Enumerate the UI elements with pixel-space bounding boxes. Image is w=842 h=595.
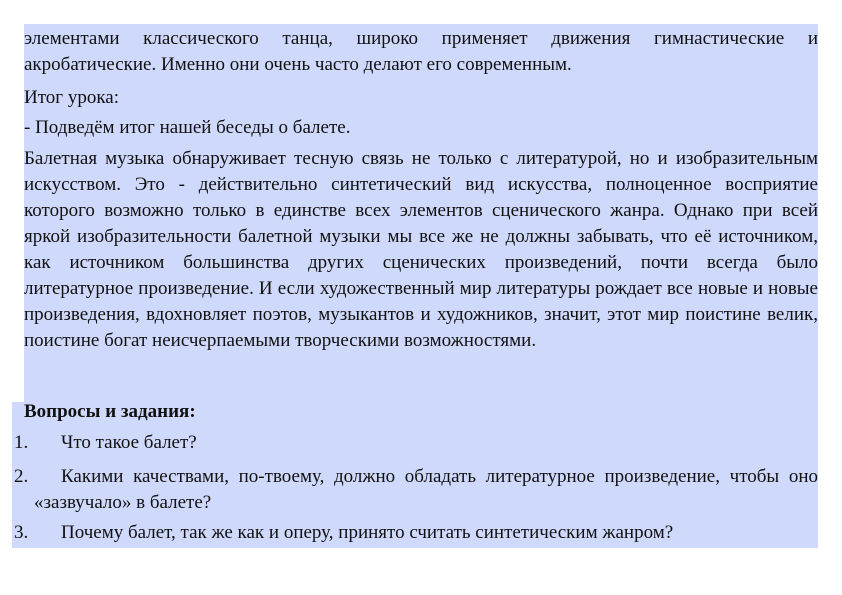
question-item [12, 464, 818, 516]
paragraph-lesson-summary-label: Итог урока: [24, 87, 119, 108]
questions-heading: Вопросы и задания: [24, 401, 196, 422]
paragraph-summary-intro: - Подведём итог нашей беседы о балете. [24, 117, 351, 138]
question-text: Что такое балет? [61, 432, 197, 453]
question-text: Почему балет, так же как и оперу, принято считать синтетическим жанром? [61, 522, 674, 543]
question-number: 3. [14, 522, 29, 543]
question-number: 2. [14, 466, 29, 487]
paragraph-dance-elements: элементами классического танца, широко применяет движения гимнастические и акробатические. Именно они очень часто делают его современным. [24, 28, 818, 75]
question-number: 1. [14, 432, 29, 453]
question-item [12, 520, 818, 546]
question-text: Какими качествами, по-твоему, должно обладать литературное произведение, чтобы оно «зазвучало» в балете? [34, 466, 818, 513]
paragraph-ballet-music: Балетная музыка обнаруживает тесную связь не только с литературой, но и изобразительным искусством. Это - действительно синтетический вид искусства, полноценное восприятие которого возможно только в единстве всех элементов сценического жанра. Однако при всей яркой изобразительности балетной музыки мы все же не должны забывать, что её источником, как источником большинства других сценических произведений, почти всегда было литературное произведение. И если художественный мир литературы рождает все новые и новые произведения, вдохновляет поэтов, музыкантов и художников, значит, этот мир поистине велик, поистине богат неисчерпаемыми творческими возможностями. [24, 148, 818, 351]
question-item [12, 430, 818, 456]
